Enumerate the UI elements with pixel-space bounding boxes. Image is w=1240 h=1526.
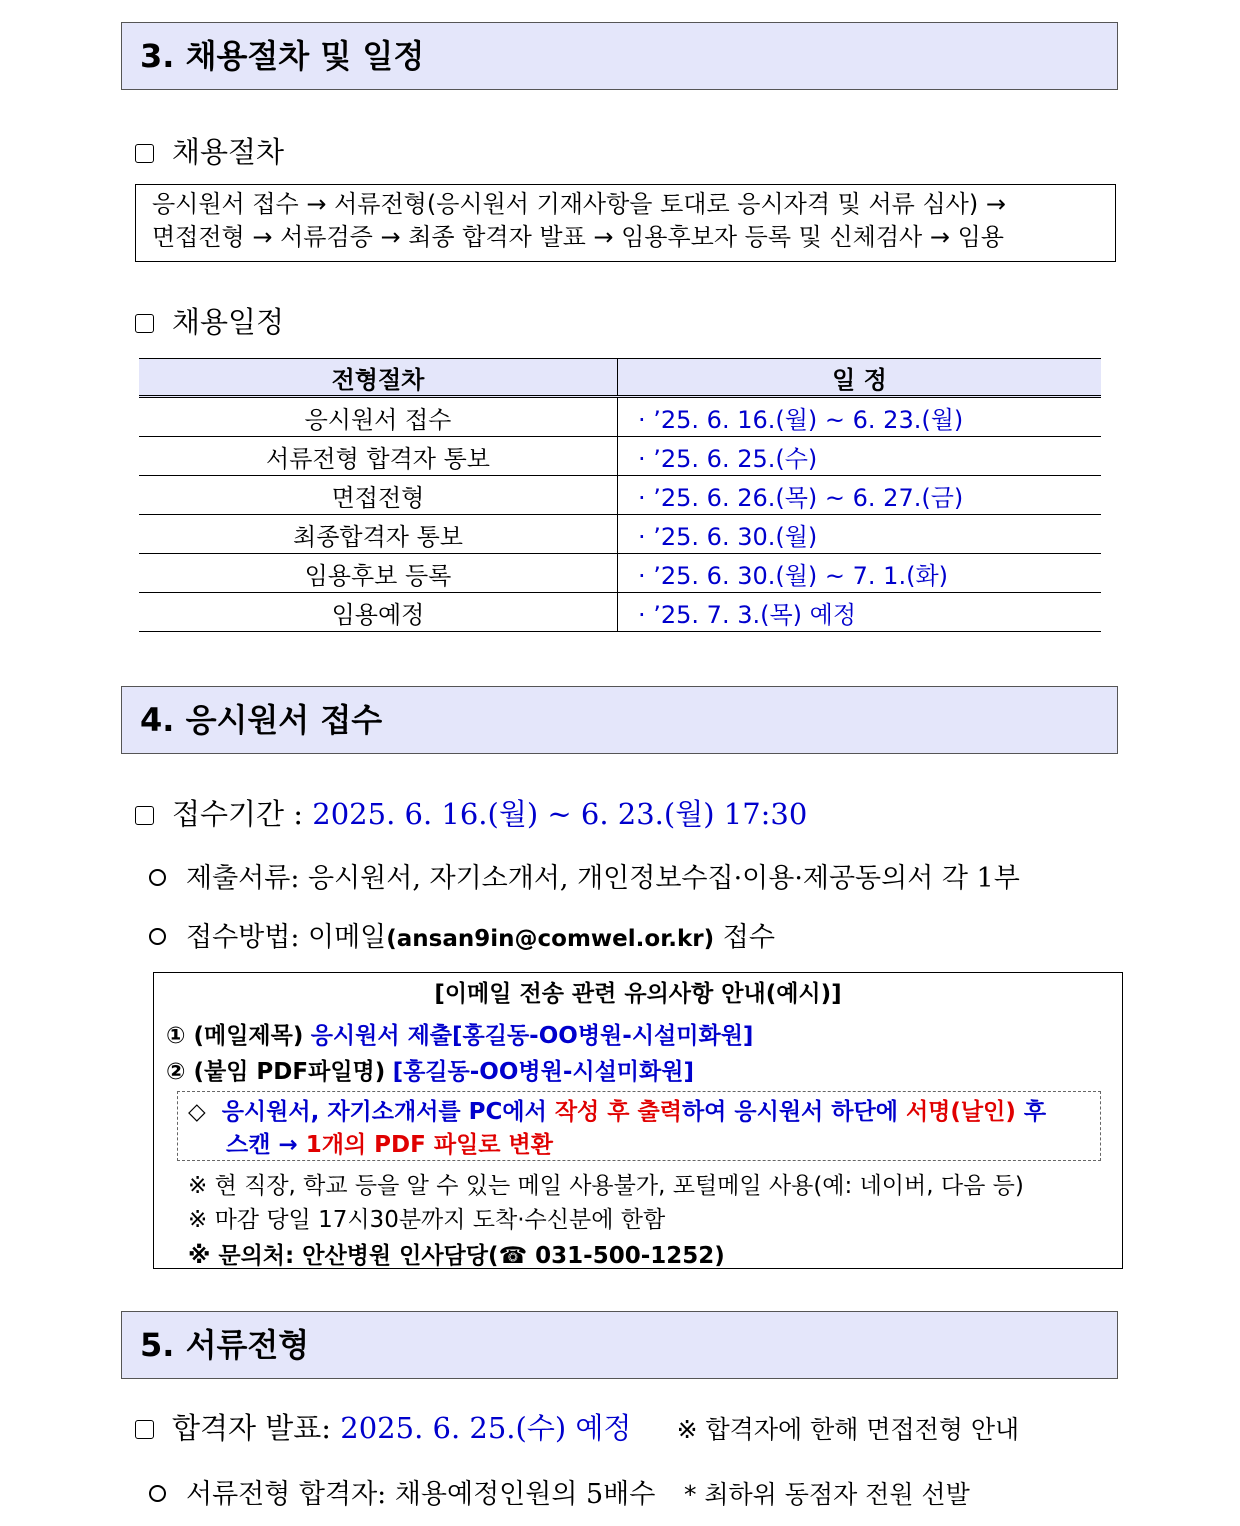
date-cell: · ’25. 7. 3.(목) 예정 bbox=[618, 593, 1102, 632]
stage-cell: 최종합격자 통보 bbox=[139, 515, 618, 554]
section-5-heading: 5. 서류전형 bbox=[121, 1311, 1118, 1379]
schedule-table bbox=[139, 358, 1101, 632]
procedure-line-2: 면접전형 → 서류검증 → 최종 합격자 발표 → 임용후보자 등록 및 신체검사 → 임용 bbox=[152, 223, 1004, 251]
checkbox-square-icon bbox=[135, 1420, 154, 1439]
period-value: 2025. 6. 16.(월) ~ 6. 23.(월) 17:30 bbox=[312, 797, 808, 831]
docs-line bbox=[149, 856, 1020, 895]
email-item-1-label: ① (메일제목) bbox=[166, 1023, 304, 1049]
procedure-label-line bbox=[135, 130, 284, 171]
note-part-b: 작성 후 출력 bbox=[554, 1099, 682, 1125]
email-item-1-value: 응시원서 제출[홍길동-OO병원-시설미화원] bbox=[310, 1023, 754, 1049]
period-line bbox=[135, 792, 807, 833]
note-part-c: 하여 응시원서 하단에 bbox=[681, 1099, 906, 1125]
pass-text: 서류전형 합격자: 채용예정인원의 5배수 bbox=[186, 1479, 656, 1510]
stage-cell: 서류전형 합격자 통보 bbox=[139, 437, 618, 476]
circle-bullet-icon bbox=[149, 869, 166, 886]
method-suffix: 접수 bbox=[722, 922, 775, 953]
warning-line-1: ※ 현 직장, 학교 등을 알 수 있는 메일 사용불가, 포털메일 사용(예: 네이버, 다음 등) bbox=[188, 1173, 1024, 1199]
section-4-heading: 4. 응시원서 접수 bbox=[121, 686, 1118, 754]
table-row bbox=[139, 593, 1101, 632]
date-cell: · ’25. 6. 16.(월) ~ 6. 23.(월) bbox=[618, 397, 1102, 437]
email-item-1 bbox=[166, 1017, 753, 1050]
note-part-g: 1개의 PDF 파일로 변환 bbox=[305, 1132, 553, 1158]
stage-cell: 응시원서 접수 bbox=[139, 397, 618, 437]
stage-cell: 임용후보 등록 bbox=[139, 554, 618, 593]
note-part-f: 스캔 → bbox=[226, 1132, 306, 1158]
diamond-icon: ◇ bbox=[188, 1099, 206, 1125]
table-row bbox=[139, 437, 1101, 476]
procedure-line-1: 응시원서 접수 → 서류전형(응시원서 기재사항을 토대로 응시자격 및 서류 심사) → bbox=[152, 190, 1006, 218]
date-cell: · ’25. 6. 25.(수) bbox=[618, 437, 1102, 476]
scan-instruction-box bbox=[177, 1091, 1101, 1161]
announce-line bbox=[135, 1406, 1019, 1447]
schedule-header-row bbox=[139, 359, 1101, 397]
announce-label: 합격자 발표: bbox=[172, 1411, 332, 1445]
checkbox-square-icon bbox=[135, 314, 154, 333]
docs-text: 제출서류: 응시원서, 자기소개서, 개인정보수집·이용·제공동의서 각 1부 bbox=[186, 863, 1020, 894]
note-part-e: 후 bbox=[1015, 1099, 1047, 1125]
stage-cell: 임용예정 bbox=[139, 593, 618, 632]
table-row bbox=[139, 476, 1101, 515]
checkbox-square-icon bbox=[135, 806, 154, 825]
method-email: (ansan9in@comwel.or.kr) bbox=[386, 926, 715, 952]
email-notice-title: [이메일 전송 관련 유의사항 안내(예시)] bbox=[434, 981, 842, 1007]
email-notice-box bbox=[153, 972, 1123, 1269]
col-date-header: 일 정 bbox=[618, 359, 1102, 397]
section-3-heading: 3. 채용절차 및 일정 bbox=[121, 22, 1118, 90]
scan-instruction-line-1 bbox=[188, 1093, 1046, 1126]
col-stage-header: 전형절차 bbox=[139, 359, 618, 397]
announce-note: ※ 합격자에 한해 면접전형 안내 bbox=[676, 1415, 1020, 1444]
circle-bullet-icon bbox=[149, 1485, 166, 1502]
table-row bbox=[139, 397, 1101, 437]
stage-cell: 면접전형 bbox=[139, 476, 618, 515]
contact-line: ※ 문의처: 안산병원 인사담당(☎ 031-500-1252) bbox=[188, 1243, 725, 1269]
procedure-box bbox=[135, 184, 1116, 262]
date-cell: · ’25. 6. 30.(월) bbox=[618, 515, 1102, 554]
email-item-2 bbox=[166, 1053, 694, 1086]
checkbox-square-icon bbox=[135, 144, 154, 163]
pass-note: * 최하위 동점자 전원 선발 bbox=[683, 1480, 970, 1509]
warning-line-2: ※ 마감 당일 17시30분까지 도착·수신분에 한함 bbox=[188, 1207, 666, 1233]
pass-line bbox=[149, 1472, 970, 1511]
table-row bbox=[139, 515, 1101, 554]
circle-bullet-icon bbox=[149, 928, 166, 945]
period-label: 접수기간 : bbox=[172, 797, 304, 831]
note-part-d: 서명(날인) bbox=[905, 1099, 1016, 1125]
email-item-2-value: [홍길동-OO병원-시설미화원] bbox=[392, 1059, 694, 1085]
note-part-a: 응시원서, 자기소개서를 PC에서 bbox=[221, 1099, 555, 1125]
scan-instruction-line-2 bbox=[226, 1126, 553, 1159]
date-cell: · ’25. 6. 26.(목) ~ 6. 27.(금) bbox=[618, 476, 1102, 515]
procedure-label: 채용절차 bbox=[172, 135, 285, 169]
announce-value: 2025. 6. 25.(수) 예정 bbox=[340, 1411, 632, 1445]
schedule-label: 채용일정 bbox=[172, 305, 285, 339]
schedule-label-line bbox=[135, 300, 284, 341]
method-line bbox=[149, 915, 775, 954]
date-cell: · ’25. 6. 30.(월) ~ 7. 1.(화) bbox=[618, 554, 1102, 593]
email-item-2-label: ② (붙임 PDF파일명) bbox=[166, 1059, 386, 1085]
table-row bbox=[139, 554, 1101, 593]
method-label: 접수방법: 이메일 bbox=[186, 922, 387, 953]
